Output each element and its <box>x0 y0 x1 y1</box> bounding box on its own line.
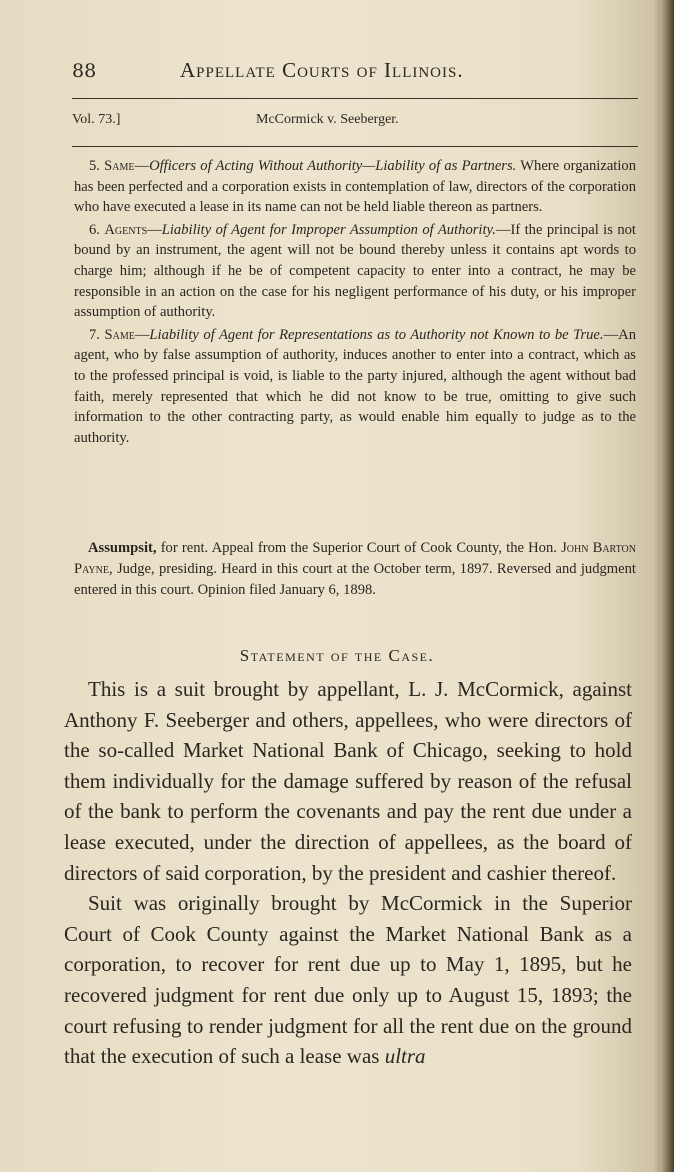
judge-name: John Barton Payne, <box>74 540 636 577</box>
headnote: 6. Agents—Liability of Agent for Improper Assumption of Authority.—If the principal is not bound by an instrument, the agent will not be bound thereby unless it contains apt words to charge him; although if he be of competent capacity to enter into a contract, he may be responsible in an action on the case for his negligent performance of his duty, or his improper assumption of authority. <box>74 221 636 321</box>
body-paragraph: This is a suit brought by appellant, L. J. McCormick, against Anthony F. Seeberger and others, appellees, who were directors of the so-called Market National Bank of Chicago, seeking to hold them individually for the damage suffered by reason of the refusal of the bank to perform the covenants and pay the rent due under a lease executed, under the direction of appellees, as the board of directors of said corporation, by the president and cashier thereof. <box>64 677 632 885</box>
headnote-topic: Same <box>104 326 135 343</box>
procedural-text-1: for rent. Appeal from the Superior Court of Cook County, the Hon. <box>156 540 562 556</box>
headnote-number: 7. <box>89 326 100 343</box>
procedural-history <box>74 538 636 600</box>
headnote-number: 5. <box>89 158 100 174</box>
case-subheader <box>72 112 632 128</box>
headnote-number: 6. <box>89 221 100 238</box>
body-paragraph <box>64 888 632 1072</box>
body-paragraph-text: Suit was originally brought by McCormick in the Superior Court of Cook County against the Market National Bank as a corporation, to recover for rent due up to May 1, 1895, but he recovered judgment for rent due only up to August 15, 1893; the court refusing to render judgment for all the rent due on the ground that the execution of such a lease was <box>64 891 632 1069</box>
subheader-rule <box>72 146 638 147</box>
headnote-text: An agent, who by false assumption of authority, induces another to enter into a contract, which as to the professed principal is void, is liable to the party injured, although the agent without bad faith, merely represented that which he did not know to be true, omitting to give such information to the other contracting party, as would enable him equally to judge as to the authority. <box>74 326 636 446</box>
case-name: McCormick v. Seeberger. <box>256 112 399 127</box>
headnote-title: Liability of Agent for Improper Assumption of Authority. <box>161 221 496 238</box>
page-number: 88 <box>72 60 97 82</box>
book-spine-edge <box>660 0 674 1172</box>
procedural-text-2: Judge, presiding. Heard in this court at the October term, 1897. Reversed and judgment entered in this court. Opinion filed January 6, 1898. <box>74 560 636 598</box>
volume-label: Vol. 73.] <box>72 112 121 127</box>
page-header <box>72 58 542 83</box>
headnote-topic: Same <box>104 158 135 174</box>
section-title: Statement of the Case. <box>239 646 435 665</box>
action-type: Assumpsit, <box>88 540 157 556</box>
running-title: Appellate Courts of Illinois. <box>180 58 464 82</box>
headnote-title: Liability of Agent for Representations as to Authority not Known to be True. <box>149 326 604 343</box>
body-paragraph-italic: ultra <box>384 1044 426 1069</box>
header-rule <box>72 98 638 99</box>
headnote-text: If the principal is not bound by an instrument, the agent will not be bound thereby unless it contains apt words to charge him; although if he be of competent capacity to enter into a contract, he may be responsible in an action on the case for his negligent performance of his duty, or his improper assumption of authority. <box>74 221 636 321</box>
headnote: 5. Same—Officers of Acting Without Authority—Liability of as Partners. Where organization has been perfected and a corporation exists in contemplation of law, directors of the corporation who have executed a lease in its name can not be held liable thereon as partners. <box>74 158 636 216</box>
headnotes <box>74 156 636 450</box>
headnote: 7. Same—Liability of Agent for Representations as to Authority not Known to be True.—An agent, who by false assumption of authority, induces another to enter into a contract, which as to the professed principal is void, is liable to the party injured, although the agent without bad faith, merely represented that which he did not know to be true, omitting to give such information to the other contracting party, as would enable him equally to judge as to the authority. <box>74 326 636 446</box>
headnote-text: Where organization has been perfected and a corporation exists in contemplation of law, directors of the corporation who have executed a lease in its name can not be held liable thereon as partners. <box>74 158 636 216</box>
statement-body <box>64 674 632 1072</box>
headnote-topic: Agents <box>104 221 148 238</box>
headnote-title: Officers of Acting Without Authority—Liability of as Partners. <box>149 158 517 174</box>
